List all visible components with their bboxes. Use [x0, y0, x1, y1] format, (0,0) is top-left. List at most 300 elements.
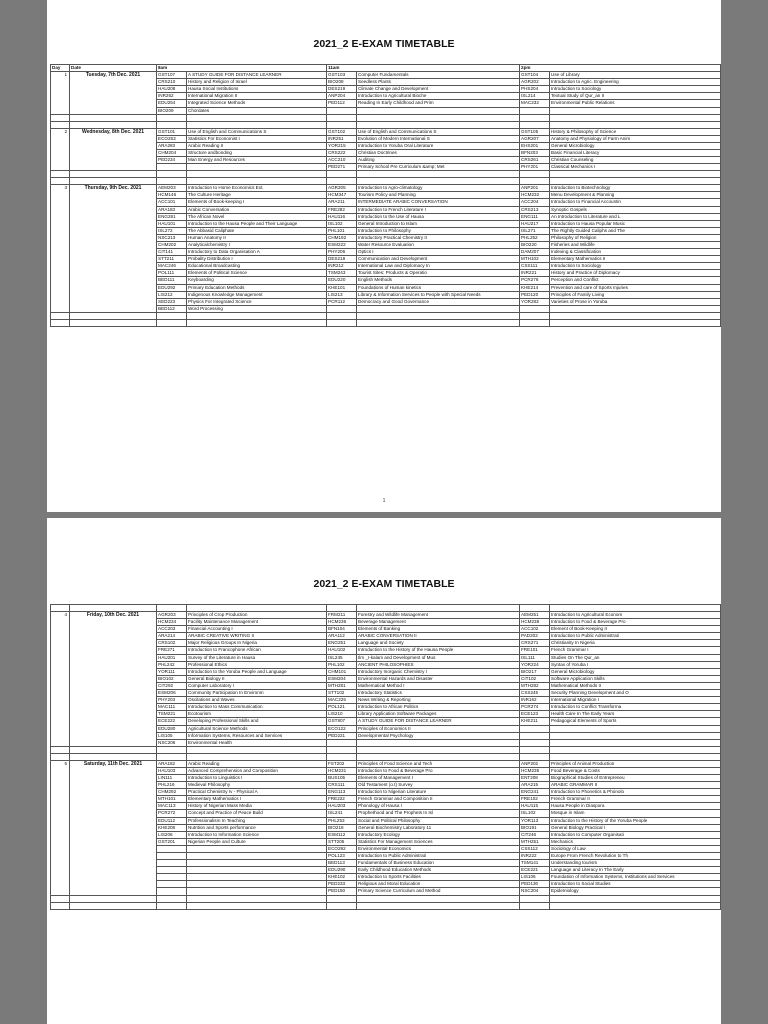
course-code-8am [157, 845, 187, 852]
course-title-11am: Introduction to French Literature I [357, 206, 520, 213]
course-code-11am: BFN104 [327, 626, 357, 633]
course-title-11am: Optics I [357, 249, 520, 256]
empty-cell [550, 121, 721, 128]
course-title-8am: Information Systems, Resources and Services [187, 732, 327, 739]
empty-cell [157, 312, 187, 319]
empty-cell [357, 605, 520, 612]
table-row [51, 72, 721, 79]
empty-cell [187, 319, 327, 326]
course-code-11am [327, 739, 357, 746]
course-code-11am: ENG113 [327, 789, 357, 796]
course-title-2pm: Introduction to Agricultural Econom [550, 612, 721, 619]
course-code-11am: ECO122 [327, 725, 357, 732]
empty-cell [357, 319, 520, 326]
course-title-2pm: Christianity In Nigeria [550, 640, 721, 647]
course-code-8am [157, 888, 187, 895]
course-title-11am: Ilm _I-kalam and Development of Mus [357, 654, 520, 661]
course-title-11am: Democracy and Good Governance [357, 298, 520, 305]
course-title-11am: Introduction to Food & Beverage Pro [357, 767, 520, 774]
empty-cell [327, 753, 357, 760]
course-title-11am: Library & Information Services to People with Special Needs [357, 291, 520, 298]
course-title-8am: Educational Broadcasting [187, 263, 327, 270]
course-title-11am: Prophethood and The Prophets In Isl [357, 810, 520, 817]
course-code-8am: LIS105 [157, 732, 187, 739]
course-code-8am: PHL216 [157, 782, 187, 789]
course-title-2pm: French Grammar I [550, 647, 721, 654]
course-code-11am: PHL102 [327, 661, 357, 668]
course-title-2pm: Introduction to Food & Beverage Pro [550, 619, 721, 626]
course-code-2pm: CSS111 [520, 263, 550, 270]
course-title-11am: Social and Political Philosophy [357, 817, 520, 824]
empty-cell [51, 121, 70, 128]
course-title-11am: General Introduction to Islam [357, 220, 520, 227]
empty-cell [520, 605, 550, 612]
course-code-11am: ARA211 [327, 199, 357, 206]
course-code-8am: EDU112 [157, 817, 187, 824]
course-code-11am: AGR205 [327, 185, 357, 192]
empty-cell [70, 178, 157, 185]
course-code-8am: CIT141 [157, 249, 187, 256]
course-code-2pm: PAD202 [520, 633, 550, 640]
course-title-8am: Advanced Comprehension and Composition [187, 767, 327, 774]
course-code-2pm [520, 732, 550, 739]
course-title-11am: Auditing [357, 157, 520, 164]
empty-cell [357, 312, 520, 319]
course-title-8am: Professional Ethics [187, 661, 327, 668]
course-title-11am: Introduction to Nigerian Literature [357, 789, 520, 796]
course-code-11am: FRM211 [327, 612, 357, 619]
course-title-2pm: Introduction to Sociology [550, 86, 721, 93]
empty-cell [520, 319, 550, 326]
course-code-8am: TSM221 [157, 711, 187, 718]
empty-cell [357, 114, 520, 121]
course-title-8am: ARABIC CREATIVE WRITING II [187, 633, 327, 640]
course-title-8am: Nigerian People and Culture [187, 838, 327, 845]
course-title-11am: Introduction to the Use of Hausa [357, 213, 520, 220]
empty-cell [187, 114, 327, 121]
course-code-8am: GST201 [157, 838, 187, 845]
course-code-11am: HCM231 [327, 767, 357, 774]
course-code-2pm: MAC232 [520, 100, 550, 107]
course-title-2pm: Mathematical Methods II [550, 682, 721, 689]
course-code-11am: HCM236 [327, 619, 357, 626]
course-title-8am: Oscilations and Waves [187, 697, 327, 704]
course-code-2pm: ARA215 [520, 782, 550, 789]
course-code-8am: EDU292 [157, 284, 187, 291]
empty-cell [327, 319, 357, 326]
empty-cell [327, 171, 357, 178]
course-code-8am: PHL242 [157, 661, 187, 668]
course-code-8am: ESM206 [157, 690, 187, 697]
course-code-11am: KHE101 [327, 284, 357, 291]
course-title-8am: Structure andbonding [187, 149, 327, 156]
course-title-2pm: ARABIC GRAMMAR II [550, 782, 721, 789]
course-code-11am: ESM222 [327, 241, 357, 248]
course-code-8am: INR262 [157, 93, 187, 100]
header-day: Day [51, 65, 70, 72]
course-code-8am: NSC206 [157, 739, 187, 746]
course-title-2pm: Foundation of Information Systems, Institutions and Services [550, 874, 721, 881]
course-code-2pm: INR162 [520, 697, 550, 704]
course-code-2pm: CRS213 [520, 206, 550, 213]
course-code-11am: POL121 [327, 704, 357, 711]
course-title-2pm: Introduction to Sociology [550, 263, 721, 270]
course-code-2pm: KHE211 [520, 718, 550, 725]
course-code-8am: ARA283 [157, 142, 187, 149]
course-code-8am: ENG281 [157, 213, 187, 220]
course-title-2pm: Health Care In The Early Years [550, 711, 721, 718]
empty-cell [327, 178, 357, 185]
course-title-11am: Mathematical Method I [357, 682, 520, 689]
course-code-2pm: DAM207 [520, 249, 550, 256]
course-title-2pm: Introduction to Phonetics & Phonolo [550, 789, 721, 796]
course-title-11am: Language and Society [357, 640, 520, 647]
course-code-2pm: EHS201 [520, 142, 550, 149]
course-title-2pm [550, 739, 721, 746]
course-code-8am: NSC213 [157, 234, 187, 241]
course-code-2pm: CSS245 [520, 690, 550, 697]
empty-cell [70, 312, 157, 319]
course-title-2pm: Introduction to Public Administrati [550, 633, 721, 640]
course-code-11am: PHL253 [327, 817, 357, 824]
course-title-11am: Statistics For Management Sciences [357, 838, 520, 845]
course-code-2pm: KHE214 [520, 284, 550, 291]
empty-cell [520, 171, 550, 178]
course-title-2pm: Introduction to Computer Organisati [550, 831, 721, 838]
course-title-11am: Introductory Ecology [357, 831, 520, 838]
header-row [51, 65, 721, 72]
course-title-8am: Introduction to the Hausa People and Their Language [187, 220, 327, 227]
course-code-11am: CRS111 [327, 782, 357, 789]
course-code-8am: HAU103 [157, 767, 187, 774]
course-title-11am: Environmental Hazards and Disaster [357, 675, 520, 682]
course-code-2pm: BIO217 [520, 668, 550, 675]
empty-cell [187, 312, 327, 319]
course-code-2pm: ACC102 [520, 626, 550, 633]
empty-cell [520, 178, 550, 185]
page-title: 2021_2 E-EXAM TIMETABLE [313, 38, 455, 50]
course-code-2pm: ISL111 [520, 654, 550, 661]
empty-cell [357, 121, 520, 128]
course-title-8am: Integrated Science Methods [187, 100, 327, 107]
course-title-8am [187, 845, 327, 852]
course-code-8am: GST101 [157, 128, 187, 135]
empty-cell [550, 605, 721, 612]
course-title-2pm [550, 305, 721, 312]
course-title-11am: Early Childhood Education Methods [357, 867, 520, 874]
course-title-2pm: Introduction to Social Studies [550, 881, 721, 888]
course-title-8am: Arabic Reading II [187, 142, 327, 149]
course-title-11am: Water Resource Evaluation [357, 241, 520, 248]
course-code-2pm: ENG241 [520, 789, 550, 796]
course-title-2pm: Varieties of Prose in Yoruba [550, 298, 721, 305]
course-code-11am: PCR112 [327, 298, 357, 305]
course-title-8am: A STUDY GUIDE FOR DISTANCE LEARNER [187, 72, 327, 79]
course-code-11am [327, 305, 357, 312]
course-title-11am: Reading In Early Childhood and Prim [357, 100, 520, 107]
page-2 [47, 518, 721, 1024]
course-title-8am: Statistics For Economist I [187, 135, 327, 142]
course-title-8am: Major Religious Groups In Nigeria [187, 640, 327, 647]
course-title-2pm: History & Philosophy of Science [550, 128, 721, 135]
course-code-11am: GST102 [327, 128, 357, 135]
course-title-2pm: Studies On The Qur_an [550, 654, 721, 661]
course-title-11am: Primary Science Curriculum and Method [357, 888, 520, 895]
spacer-row [51, 312, 721, 319]
course-title-2pm: Indexing & Classification [550, 249, 721, 256]
header-date: Date [70, 65, 157, 72]
course-title-2pm: General Biology Practical I [550, 824, 721, 831]
course-code-11am: FRE222 [327, 796, 357, 803]
course-code-8am [157, 874, 187, 881]
course-code-8am: EDU254 [157, 100, 187, 107]
course-title-8am: Medieval Philosophy [187, 782, 327, 789]
course-code-8am: HCM146 [157, 192, 187, 199]
table-row [51, 612, 721, 619]
course-code-11am: ECO292 [327, 845, 357, 852]
course-title-11am: Introduction to Sports Facilities [357, 874, 520, 881]
course-title-11am: English Methods [357, 277, 520, 284]
course-title-8am: Physics For Integrated Science [187, 298, 327, 305]
course-title-2pm: Europe From French Revolution to Th [550, 853, 721, 860]
course-code-11am: LIS210 [327, 711, 357, 718]
course-title-2pm: General Microbiology [550, 142, 721, 149]
course-title-11am: Introduction to the History of the Hausa People [357, 647, 520, 654]
course-code-11am: ENG251 [327, 640, 357, 647]
course-title-8am: Environmental Health [187, 739, 327, 746]
empty-cell [520, 121, 550, 128]
course-code-2pm: CSS112 [520, 845, 550, 852]
course-code-11am: ACC210 [327, 157, 357, 164]
spacer-row [51, 753, 721, 760]
empty-cell [327, 312, 357, 319]
course-title-8am [187, 164, 327, 171]
course-title-11am: Introduction to Public Administrati [357, 853, 520, 860]
course-code-11am: KHE102 [327, 874, 357, 881]
course-code-8am: HAU101 [157, 220, 187, 227]
course-code-11am: HAU203 [327, 803, 357, 810]
spacer-row [51, 895, 721, 902]
course-code-8am: MAC246 [157, 263, 187, 270]
course-code-8am: PED234 [157, 157, 187, 164]
course-title-2pm: Epidemiology [550, 888, 721, 895]
course-title-11am: Old Testament (o.t) Survey [357, 782, 520, 789]
course-code-2pm: TSM141 [520, 860, 550, 867]
course-title-11am: Principles of Food Science and Tech [357, 760, 520, 767]
course-code-11am: MTH281 [327, 682, 357, 689]
empty-cell [357, 746, 520, 753]
course-title-8am: Introduction to Francophone African [187, 647, 327, 654]
course-title-11am: Tourist Sites: Products & Operatio [357, 270, 520, 277]
empty-cell [327, 746, 357, 753]
course-title-2pm: Synoptic Gospels [550, 206, 721, 213]
course-code-8am: LIN111 [157, 774, 187, 781]
course-title-2pm: Elementary Mathematics II [550, 256, 721, 263]
course-title-11am: Phonology of Hausa I [357, 803, 520, 810]
course-title-11am: Introductory Inorganic Chemistry I [357, 668, 520, 675]
course-title-11am: Use of English and Communications S [357, 128, 520, 135]
empty-cell [550, 178, 721, 185]
course-title-2pm: Environmental Public Relations [550, 100, 721, 107]
course-title-2pm [550, 725, 721, 732]
empty-cell [70, 895, 157, 902]
course-code-2pm: INR221 [520, 270, 550, 277]
course-title-11am: Elements of Banking [357, 626, 520, 633]
course-title-11am: Developmental Psychology [357, 732, 520, 739]
course-title-8am: Arabic Conversation [187, 206, 327, 213]
course-code-2pm: CRS271 [520, 640, 550, 647]
header-11am: 11am [327, 65, 520, 72]
course-title-11am: Christian Doctrines [357, 149, 520, 156]
day-number: 4 [51, 612, 70, 747]
course-code-8am [157, 853, 187, 860]
course-title-8am: Introduction to Mass Communication [187, 704, 327, 711]
course-code-2pm: PCR274 [520, 704, 550, 711]
course-title-11am [357, 739, 520, 746]
course-code-11am: EDU290 [327, 867, 357, 874]
course-code-2pm: BFN203 [520, 149, 550, 156]
course-code-8am [157, 867, 187, 874]
empty-cell [157, 319, 187, 326]
course-code-2pm: AGR202 [520, 79, 550, 86]
table-row [51, 185, 721, 192]
course-code-8am: HAU208 [157, 86, 187, 93]
course-code-11am: CHM192 [327, 234, 357, 241]
course-code-8am: CHM202 [157, 241, 187, 248]
course-title-2pm: Introduction to Financial Accountin [550, 199, 721, 206]
day-number: 2 [51, 128, 70, 171]
course-code-8am: ACC101 [157, 199, 187, 206]
day-date: Saturday, 11th Dec. 2021 [70, 760, 157, 895]
course-code-8am: EDU280 [157, 725, 187, 732]
course-title-2pm: Biographical Studies of Entrepreneu [550, 774, 721, 781]
day-number: 5 [51, 760, 70, 895]
course-code-11am: BED113 [327, 860, 357, 867]
empty-cell [327, 114, 357, 121]
course-code-8am: MAC113 [157, 803, 187, 810]
course-title-8am: Practical Chemistry Iv - Physical A [187, 789, 327, 796]
course-title-11am: ANCIENT PHILOSOPHIES [357, 661, 520, 668]
course-title-8am: International Migration II [187, 93, 327, 100]
course-title-2pm: Software Application Skills [550, 675, 721, 682]
course-title-8am: Agricultural Science Methods [187, 725, 327, 732]
course-code-2pm: HCM232 [520, 192, 550, 199]
empty-cell [70, 121, 157, 128]
course-title-2pm: Perception and Conflict [550, 277, 721, 284]
course-code-11am: PED271 [327, 164, 357, 171]
course-code-2pm: ISL102 [520, 810, 550, 817]
day-date: Tuesday, 7th Dec. 2021 [70, 72, 157, 115]
course-code-2pm [520, 725, 550, 732]
header-8am: 8am [157, 65, 327, 72]
course-title-11am: International Law and Diplomacy In [357, 263, 520, 270]
empty-cell [51, 171, 70, 178]
empty-cell [327, 605, 357, 612]
course-code-8am: POL111 [157, 270, 187, 277]
course-code-11am: FRE282 [327, 206, 357, 213]
day-number: 1 [51, 72, 70, 115]
course-title-11am: Principles of Economics II [357, 725, 520, 732]
course-code-8am: CHM204 [157, 149, 187, 156]
course-title-8am [187, 860, 327, 867]
course-title-11am: INTERMEDIATE ARABIC CONVERSATION [357, 199, 520, 206]
course-code-2pm: PED120 [520, 291, 550, 298]
empty-cell [157, 895, 187, 902]
course-code-11am: MAC225 [327, 697, 357, 704]
course-title-2pm: Security Planning Development and O [550, 690, 721, 697]
empty-cell [357, 753, 520, 760]
course-code-2pm: YOR224 [520, 661, 550, 668]
empty-cell [157, 753, 187, 760]
course-code-11am: LIS213 [327, 291, 357, 298]
course-code-8am: ARA183 [157, 206, 187, 213]
course-code-8am: CRS210 [157, 79, 187, 86]
empty-cell [157, 114, 187, 121]
course-code-8am: BED112 [157, 305, 187, 312]
course-code-2pm: INR222 [520, 853, 550, 860]
spacer-row [51, 902, 721, 909]
day-number: 3 [51, 185, 70, 313]
empty-cell [520, 114, 550, 121]
course-title-2pm: History and Practice of Diplomacy [550, 270, 721, 277]
empty-cell [51, 753, 70, 760]
empty-cell [51, 114, 70, 121]
course-code-11am: EDU220 [327, 277, 357, 284]
empty-cell [187, 121, 327, 128]
course-title-8am: Facility Maintenance Management [187, 619, 327, 626]
course-code-8am [157, 881, 187, 888]
course-code-2pm [520, 305, 550, 312]
empty-cell [550, 114, 721, 121]
empty-cell [51, 178, 70, 185]
empty-cell [187, 902, 327, 909]
course-title-2pm: Mechanics [550, 838, 721, 845]
course-title-2pm: Introduction to Biotechnology [550, 185, 721, 192]
course-code-8am: HCM234 [157, 619, 187, 626]
course-title-2pm: Understanding tourism [550, 860, 721, 867]
empty-cell [520, 895, 550, 902]
course-title-2pm [550, 732, 721, 739]
empty-cell [327, 902, 357, 909]
course-code-2pm: NSC204 [520, 888, 550, 895]
course-code-8am: CRS102 [157, 640, 187, 647]
course-title-8am: Use of English and Communications S [187, 128, 327, 135]
course-code-8am [157, 860, 187, 867]
course-code-2pm: PCR276 [520, 277, 550, 284]
course-title-8am: Introduction to Home Economics Ext. [187, 185, 327, 192]
course-title-2pm: Principles of Animal Production [550, 760, 721, 767]
course-title-11am: A STUDY GUIDE FOR DISTANCE LEARNER [357, 718, 520, 725]
course-title-2pm: Pedagogical Elements of Sports [550, 718, 721, 725]
course-code-2pm: ECE221 [520, 867, 550, 874]
course-title-2pm: Sociology of Law [550, 845, 721, 852]
course-code-11am: DES219 [327, 86, 357, 93]
course-code-11am [327, 107, 357, 114]
course-title-2pm: Fisheries and Wildlife [550, 241, 721, 248]
course-code-11am: PHY206 [327, 249, 357, 256]
course-title-8am: Nutrition and Sports performance [187, 824, 327, 831]
course-title-8am [187, 874, 327, 881]
empty-cell [357, 178, 520, 185]
course-title-11am [357, 305, 520, 312]
course-title-11am: Beverage Management [357, 619, 520, 626]
empty-cell [187, 178, 327, 185]
course-code-11am: STT102 [327, 690, 357, 697]
course-code-2pm: ACC204 [520, 199, 550, 206]
empty-cell [51, 605, 70, 612]
course-code-2pm: FRE101 [520, 647, 550, 654]
course-title-2pm: General Microbiology [550, 668, 721, 675]
